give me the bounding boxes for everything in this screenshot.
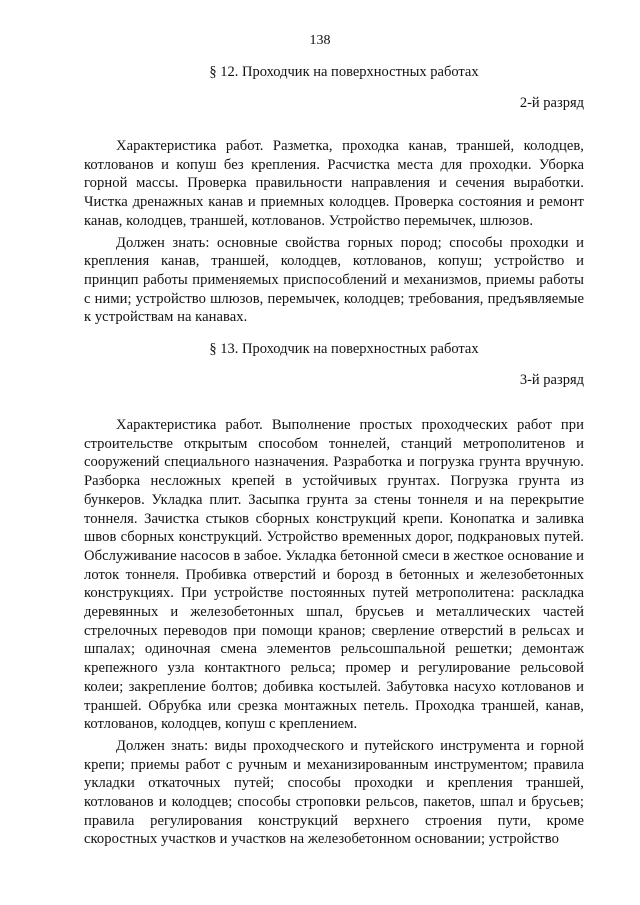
section-12 <box>84 63 584 327</box>
grade-label: 2-й разряд <box>519 95 584 111</box>
must-know-paragraph: Должен знать: основные свойства горных пород; способы проходки и крепления канав, траншей, колодцев, котлованов, копуш; устройство и принцип работы применяемых приспособлений и механизмов, приемы работы с ними; устройство шлюзов, перемычек, колодцев; требования, предъявляемые к устройствам на канавах. <box>84 234 584 326</box>
must-know-paragraph: Должен знать: виды проходческого и путейского инструмента и горной крепи; приемы работ с ручным и механизированным инструментом; правила укладки откаточных путей; способы проходки и крепления траншей, котлованов и колодцев; способы строповки рельсов, пакетов, шпал и брусьев; правила регулирования конструкций верхнего строения пути, кроме скоростных участков и участков на железобетонном основании; устройство <box>84 737 584 848</box>
work-characteristics-paragraph: Характеристика работ. Разметка, проходка канав, траншей, колодцев, котлованов и копуш без крепления. Расчистка места для проходки. Уборка горной массы. Проверка правильности направления и сечения выработки. Чистка дренажных канав и приемных колодцев. Проверка состояния и ремонт канав, колодцев, траншей, котлованов. Устройство перемычек, шлюзов. <box>84 138 584 229</box>
page-number: 138 <box>309 33 331 48</box>
section-13 <box>84 340 584 849</box>
work-characteristics-paragraph: Характеристика работ. Выполнение простых проходческих работ при строительстве открытым способом тоннелей, станций метрополитенов и сооружений специального назначения. Разработка и погрузка грунта вручную. Разборка несложных крепей в устойчивых грунтах. Погрузка грунта из бункеров. Укладка плит. Засыпка грунта за стены тоннеля и на перекрытие тоннеля. Зачистка стыков сборных конструкций крепи. Конопатка и заливка швов сборных конструкций. Устройство временных дорог, подкрановых путей. Обслуживание насосов в забое. Укладка бетонной смеси в жесткое основание и лоток тоннеля. Пробивка отверстий и борозд в бетонных и железобетонных конструкциях. При устройстве постоянных путей метрополитена: раскладка деревянных и железобетонных шпал, брусьев и металлических частей стрелочных переводов при помощи кранов; сверление отверстий в рельсах и шпалах; одиночная смена элементов рельсошпальной решетки; демонтаж крепежного узла контактного рельса; промер и регулирование рельсовой колеи; закрепление болтов; добивка костылей. Забутовка насухо котлованов и траншей. Обрубка или срезка монтажных петель. Проходка траншей, канав, котлованов, колодцев, копуш с креплением. <box>84 417 584 733</box>
section-title: § 13. Проходчик на поверхностных работах <box>209 341 479 357</box>
grade-label: 3-й разряд <box>519 372 584 388</box>
section-title: § 12. Проходчик на поверхностных работах <box>209 64 479 80</box>
